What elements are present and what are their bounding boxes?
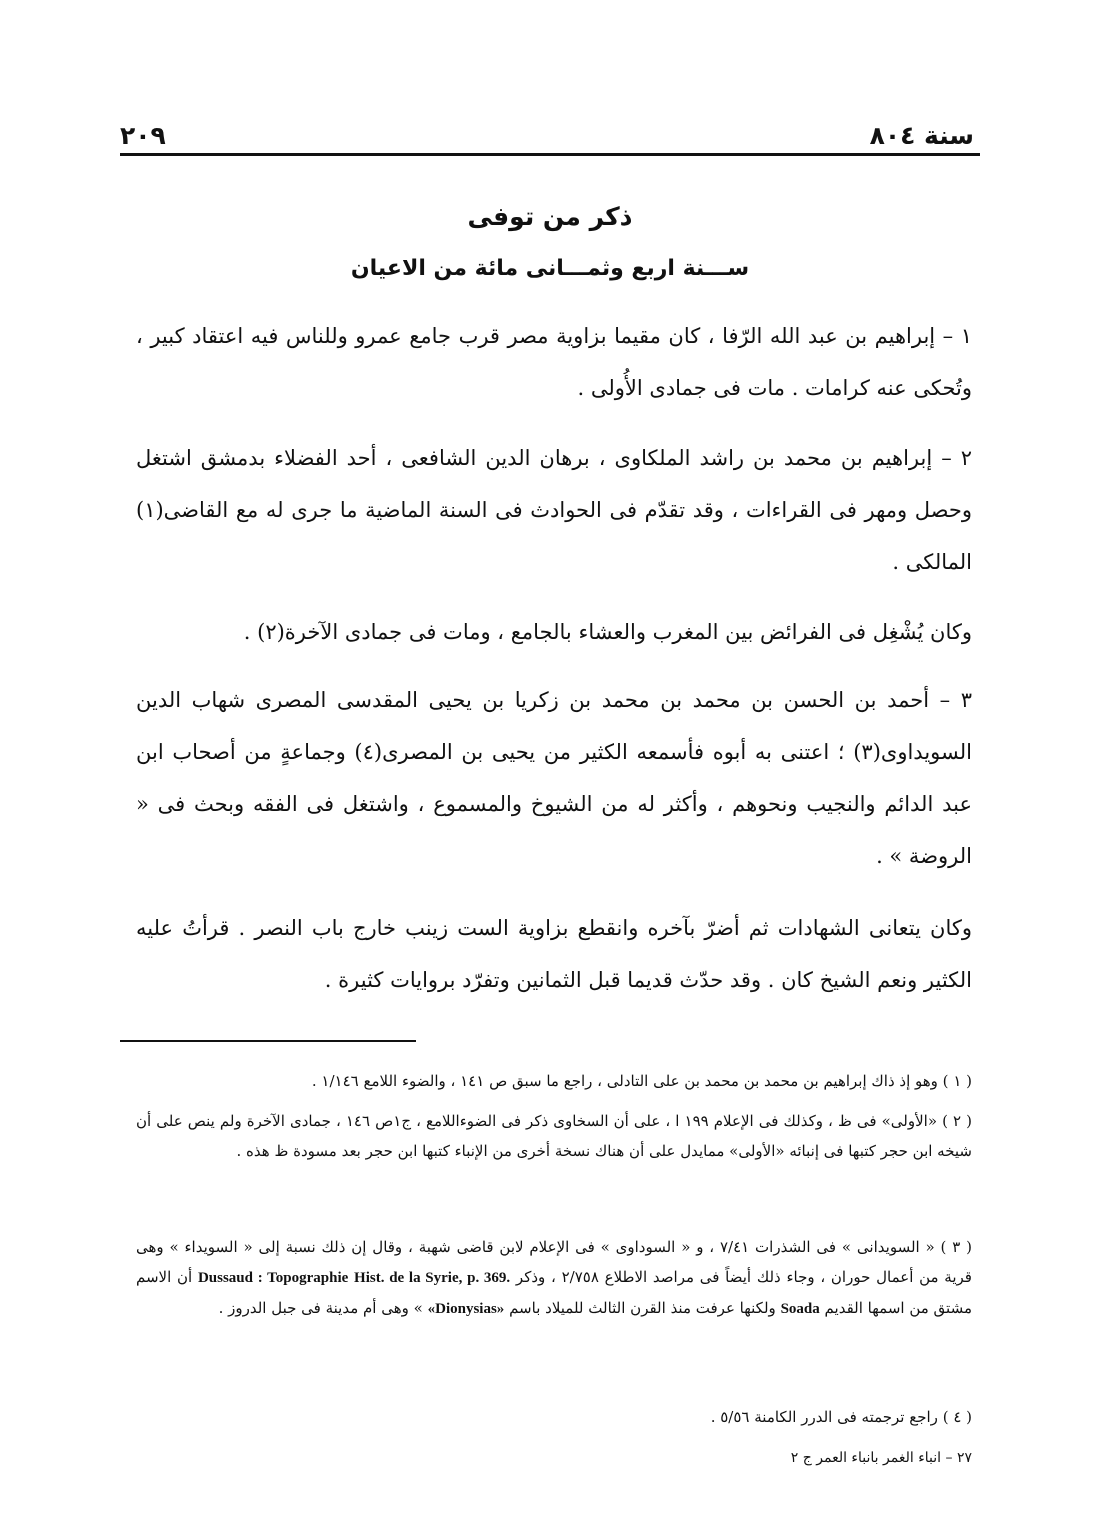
section-subtitle: ســـنة اربع وثمـــانى مائة من الاعيان [350,256,750,281]
entry-paragraph-3-continued: وكان يتعانى الشهادات ثم أضرّ بآخره وانقطع بزاوية الست زينب خارج باب النصر . قرأتُ عليه الكثير ونعم الشيخ كان . وقد حدّث قديما قبل الثمانين وتفرّد بروايات كثيرة . [136,916,972,992]
page-number: ٢٠٩ [120,121,166,150]
footnote-4: ( ٤ ) راجع ترجمته فى الدرر الكامنة ٥/٥٦ . [710,1408,972,1426]
entry-paragraph-2-continued: وكان يُشْغِل فى الفرائض بين المغرب والعشاء بالجامع ، ومات فى جمادى الآخرة(٢) . [243,620,972,644]
entry-paragraph-2: ٢ – إبراهيم بن محمد بن راشد الملكاوى ، برهان الدين الشافعى ، أحد الفضلاء بدمشق اشتغل وحصل ومهر فى القراءات ، وقد تقدّم فى الحوادث فى السنة الماضية ما جرى له مع القاضى(١) المالكى . [136,446,972,574]
section-title: ذكر من توفى [467,202,633,231]
footnote-3-latin-dionysias: «Dionysias» [427,1301,505,1317]
footnote-3-part-b: أن الاسم مشتق من اسمها القديم [136,1268,972,1317]
entry-paragraph-1: ١ – إبراهيم بن عبد الله الرّفا ، كان مقيما بزاوية مصر قرب جامع عمرو وللناس فيه اعتقاد كبير ، وتُحكى عنه كرامات . مات فى جمادى الأُولى . [136,324,972,400]
header-rule [120,153,980,156]
footnote-3-latin-topographie: Dussaud : Topographie [197,1270,349,1286]
entry-paragraph-3: ٣ – أحمد بن الحسن بن محمد بن محمد بن زكريا بن يحيى المقدسى المصرى شهاب الدين السويداوى(٣) ؛ اعتنى به أبوه فأسمعه الكثير من يحيى بن المصرى(٤) وجماعةٍ من أصحاب ابن عبد الدائم والنجيب ونحوهم ، وأكثر له من الشيوخ والمسموع ، واشتغل فى الفقه وبحث فى « الروضة » . [136,688,972,868]
footnote-3-latin-soada: Soada [780,1301,820,1317]
year-label: سنة ٨٠٤ [869,121,974,150]
footnote-1: ( ١ ) وهو إذ ذاك إبراهيم بن محمد بن محمد بن على التادلى ، راجع ما سبق ص ١٤١ ، والضوء اللامع ١/١٤٦ . [311,1072,972,1090]
footnote-3-latin-hist-syrie: Hist. de la Syrie, p. 369. [354,1270,511,1286]
page-header [120,108,974,150]
footnote-3-part-a: ( ٣ ) « السويدانى » فى الشذرات ٧/٤١ ، و « السوداوى » فى الإعلام لابن قاضى شهبة ، وقال إن ذلك نسبة إلى « السويداء » وهى قرية من أعمال حوران ، وجاء ذلك أيضاً فى مراصد الاطلاع ٢/٧٥٨ ، وذكر [136,1238,972,1286]
footnote-3-part-c: ولكنها عرفت منذ القرن الثالث للميلاد باسم [509,1299,776,1317]
footnote-3-part-d: » وهى أم مدينة فى جبل الدروز . [218,1299,423,1317]
page-footer-signature: ٢٧ – انباء الغمر بانباء العمر ج ٢ [790,1450,972,1466]
footnote-rule [120,1040,416,1042]
footnote-3 [136,1232,972,1324]
footnote-2: ( ٢ ) «الأولى» فى ظ ، وكذلك فى الإعلام ١٩٩ ا ، على أن السخاوى ذكر فى الضوءاللامع ، ج١ص ١٤٦ ، جمادى الآخرة ولم ينص على أن شيخه ابن حجر كتبها فى إنبائه «الأولى» ممايدل على أن هناك نسخة أخرى من الإنباء كتبها ابن حجر بعد مسودة ظ هذه . [136,1112,972,1160]
